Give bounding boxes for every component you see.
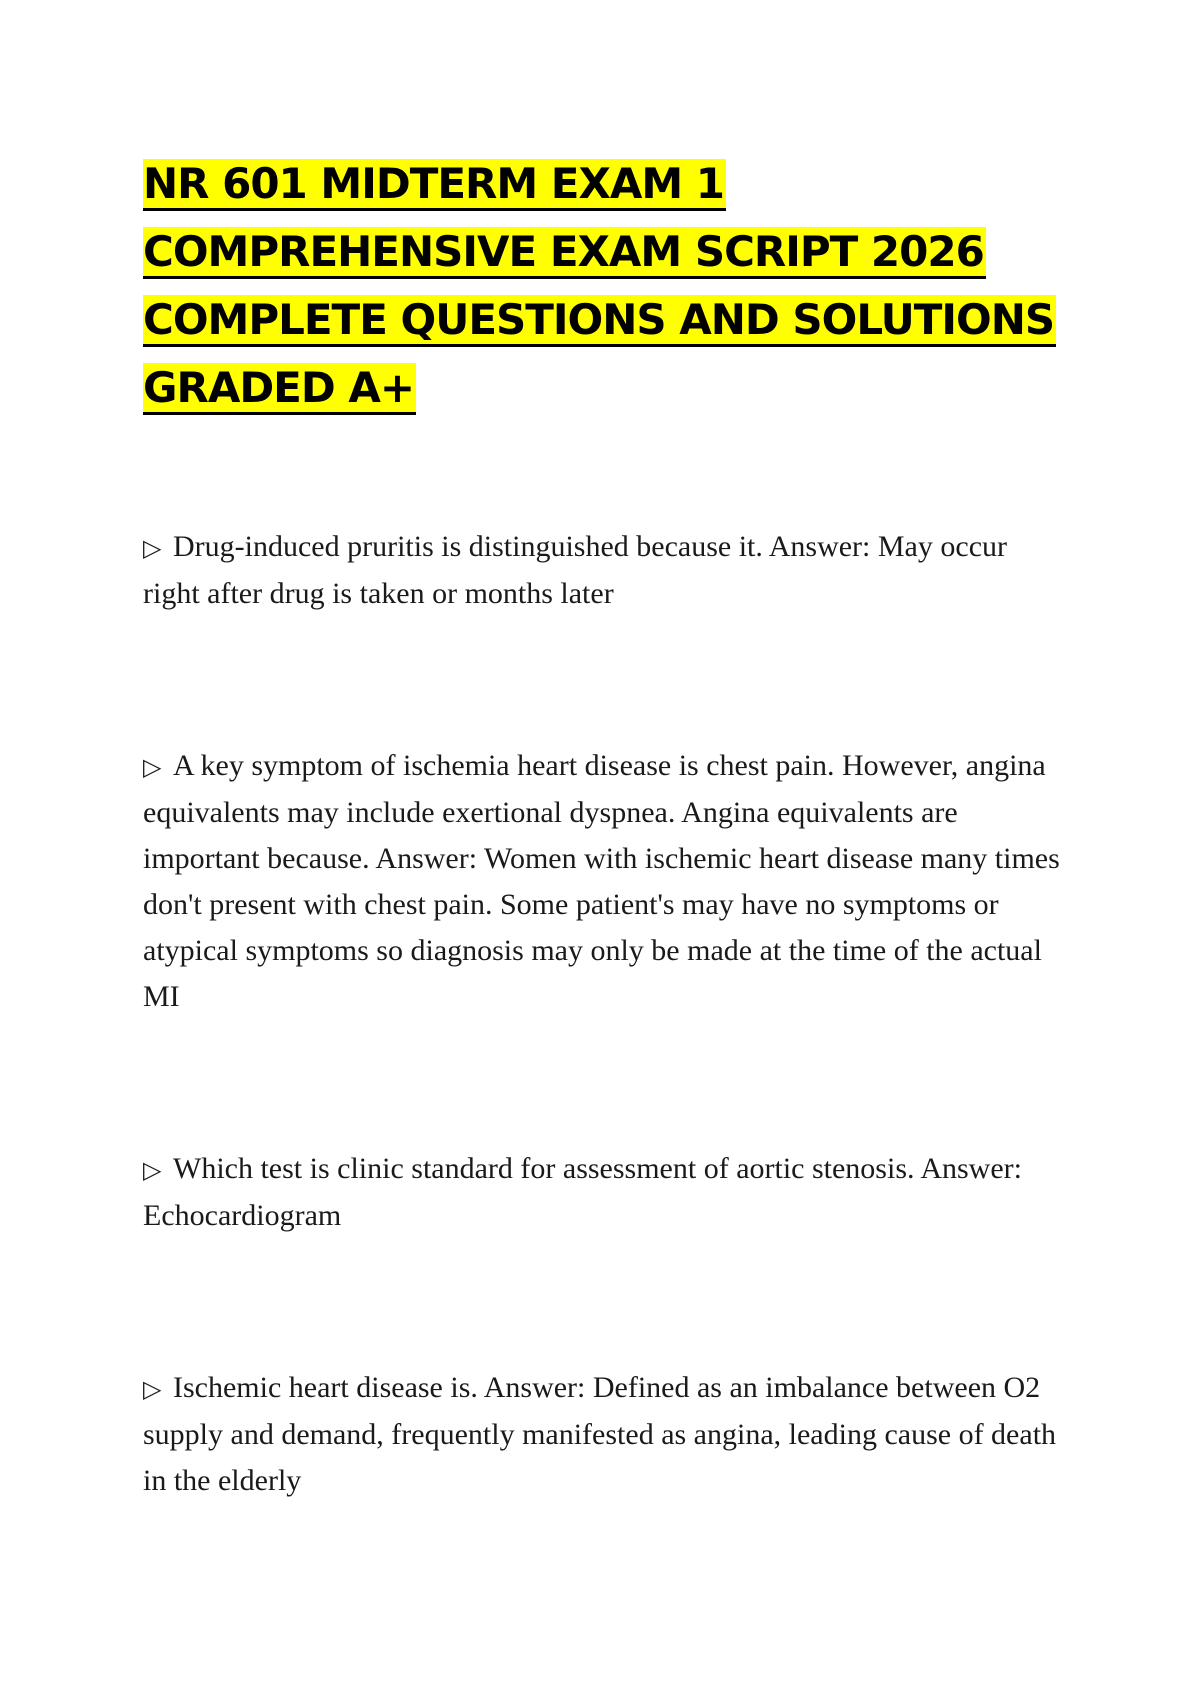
qa-text: Which test is clinic standard for assessment of aortic stenosis. Answer: Echocardiogram	[143, 1152, 1022, 1232]
qa-item	[143, 1365, 1063, 1504]
triangle-bullet-icon: ▷	[143, 1375, 162, 1403]
qa-text: Ischemic heart disease is. Answer: Defined as an imbalance between O2 supply and demand, frequently manifested as angina, leading cause of death in the elderly	[143, 1371, 1057, 1497]
triangle-bullet-icon: ▷	[143, 534, 162, 562]
qa-item	[143, 1146, 1063, 1239]
document-page	[143, 150, 1083, 1630]
document-title	[143, 150, 1083, 422]
triangle-bullet-icon: ▷	[143, 753, 162, 781]
qa-text: A key symptom of ischemia heart disease is chest pain. However, angina equivalents may include exertional dyspnea. Angina equivalents are important because. Answer: Women with ischemic heart disease many times don't present with chest pain. Some patient's may have no symptoms or atypical symptoms so diagnosis may only be made at the time of the actual MI	[143, 749, 1060, 1013]
title-line: COMPREHENSIVE EXAM SCRIPT 2026	[143, 218, 1083, 286]
qa-list	[143, 524, 1083, 1504]
title-line: NR 601 MIDTERM EXAM 1	[143, 150, 1083, 218]
title-line: GRADED A+	[143, 354, 1083, 422]
qa-text: Drug-induced pruritis is distinguished because it. Answer: May occur right after drug is taken or months later	[143, 530, 1007, 610]
qa-item	[143, 524, 1063, 617]
title-line: COMPLETE QUESTIONS AND SOLUTIONS	[143, 286, 1083, 354]
qa-item	[143, 743, 1063, 1020]
triangle-bullet-icon: ▷	[143, 1156, 162, 1184]
